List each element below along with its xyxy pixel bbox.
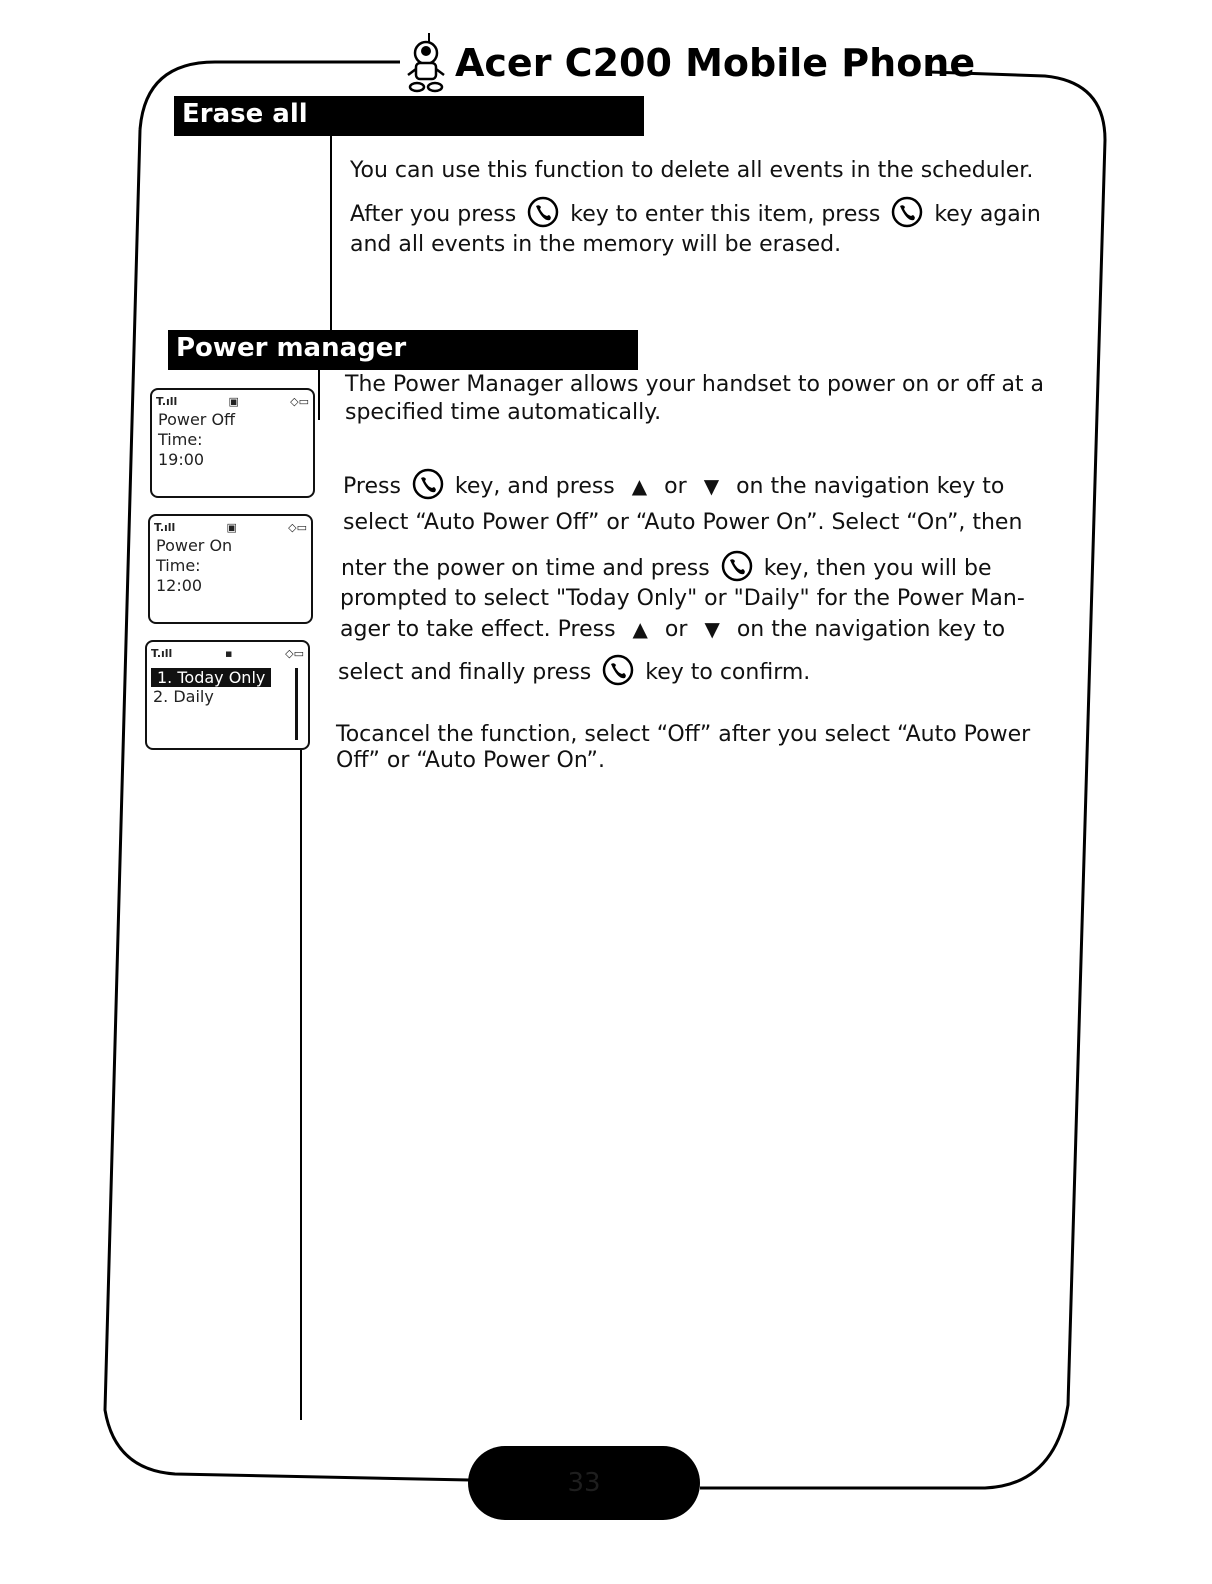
page-number-badge (468, 1446, 700, 1520)
power-manager-cancel-line1: Tocancel the function, select “Off” after you select “Auto Power (336, 722, 1031, 747)
signal-icon: T.ıll (151, 646, 173, 660)
send-key-icon (527, 196, 559, 228)
lcd-status-bar (150, 516, 311, 536)
signal-icon: T.ıll (156, 394, 178, 408)
power-manager-cancel-line2: Off” or “Auto Power On”. (336, 748, 605, 773)
section-title-power-manager: Power manager (168, 330, 638, 370)
section-title-erase-all: Erase all (174, 96, 644, 136)
lcd-line: Time: (156, 556, 201, 575)
power-manager-intro-line2: specified time automatically. (345, 400, 662, 425)
page-number: 33 (567, 1468, 601, 1498)
lcd-option-selected: 1. Today Only (151, 668, 271, 687)
power-manager-step1: Press key, and press ▲ or ▼ on the navigation key to (343, 468, 1004, 502)
message-icon: ▣ (226, 520, 237, 534)
phone-mascot-icon (405, 31, 447, 95)
message-icon: ▣ (228, 394, 239, 408)
lcd-status-bar (147, 642, 308, 662)
down-arrow-icon: ▼ (704, 617, 720, 641)
column-divider (300, 720, 302, 1420)
send-key-icon (721, 550, 753, 582)
down-arrow-icon: ▼ (703, 474, 720, 498)
page-title: Acer C200 Mobile Phone (455, 41, 976, 85)
send-key-icon (891, 196, 923, 228)
battery-icon: ◇▭ (288, 520, 307, 534)
lcd-screen-options (145, 640, 310, 750)
lcd-status-bar (152, 390, 313, 410)
lcd-line: Power Off (158, 410, 236, 429)
lcd-option: 2. Daily (153, 687, 214, 706)
lcd-screen-power-off (150, 388, 315, 498)
erase-all-instruction-cont: and all events in the memory will be erased. (350, 232, 842, 257)
page-header (405, 28, 975, 98)
battery-icon: ◇▭ (290, 394, 309, 408)
power-manager-step1-cont: select “Auto Power Off” or “Auto Power On”. Select “On”, then (343, 510, 1023, 535)
power-manager-step2: nter the power on time and press key, then you will be (341, 550, 991, 584)
send-key-icon (412, 468, 444, 500)
lcd-line: 19:00 (158, 450, 205, 469)
up-arrow-icon: ▲ (631, 474, 648, 498)
lcd-line: Power On (156, 536, 233, 555)
power-manager-intro-line1: The Power Manager allows your handset to power on or off at a (345, 372, 1045, 397)
power-manager-step2-cont: prompted to select "Today Only" or "Daily" for the Power Man- (340, 586, 1025, 611)
up-arrow-icon: ▲ (632, 617, 648, 641)
power-manager-step2-cont2: ager to take effect. Press ▲ or ▼ on the navigation key to (340, 614, 1005, 645)
lcd-scrollbar (295, 668, 298, 740)
erase-all-description: You can use this function to delete all events in the scheduler. (350, 158, 1034, 183)
battery-icon: ◇▭ (285, 646, 304, 660)
lcd-line: Time: (158, 430, 203, 449)
send-key-icon (602, 654, 634, 686)
signal-icon: T.ıll (154, 520, 176, 534)
erase-all-instruction: After you press key to enter this item, press key again (350, 196, 1041, 230)
power-manager-step3: select and finally press key to confirm. (338, 654, 810, 688)
lcd-screen-power-on (148, 514, 313, 624)
message-icon: ▪ (225, 646, 233, 660)
column-divider (330, 136, 332, 332)
lcd-line: 12:00 (156, 576, 203, 595)
column-divider (318, 370, 320, 420)
